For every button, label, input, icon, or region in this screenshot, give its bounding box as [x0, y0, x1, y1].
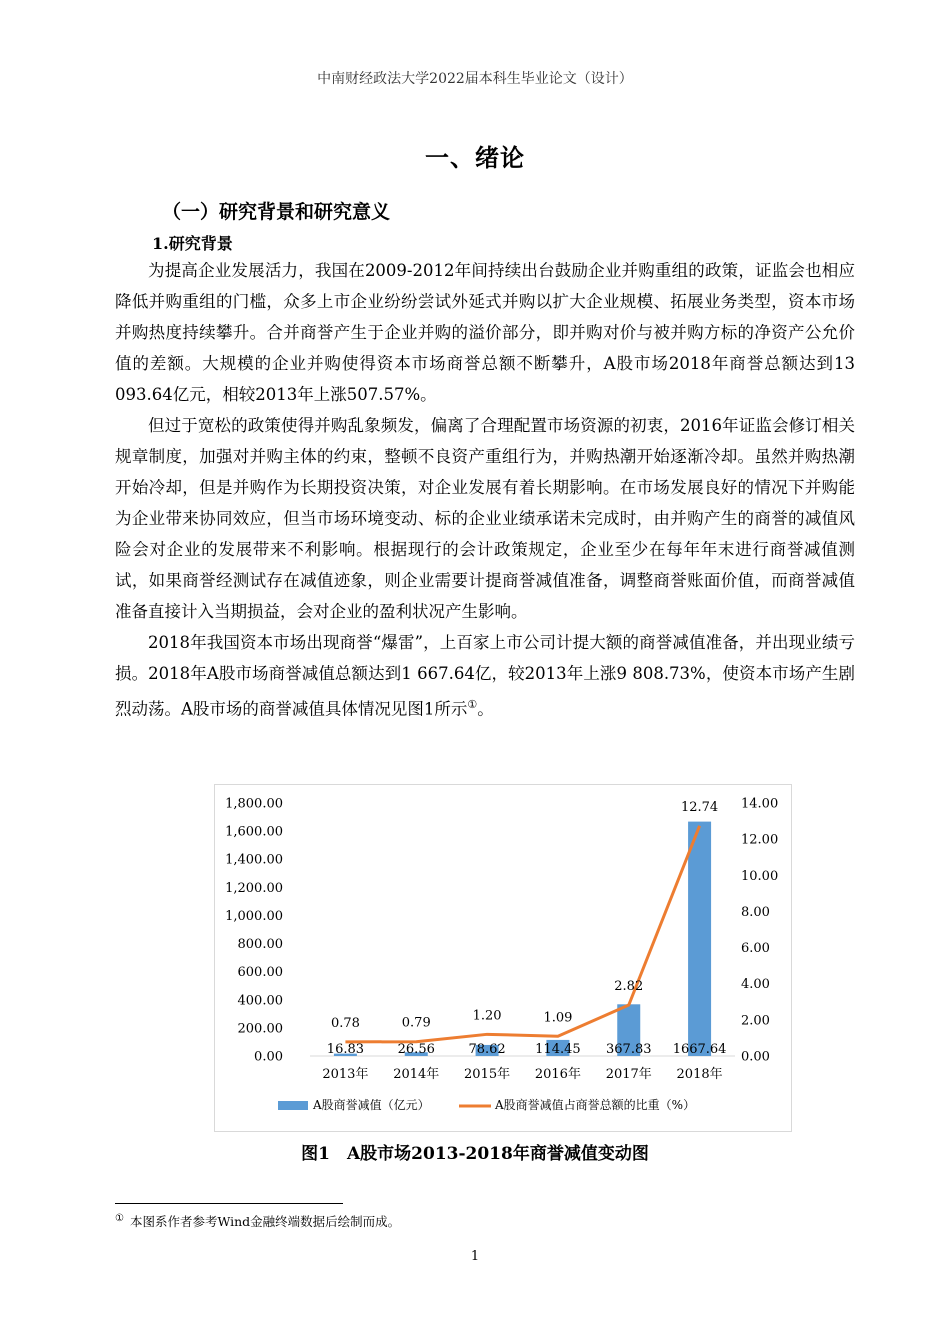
x-tick-label: 2015年: [464, 1067, 511, 1082]
bar-value-label: 78.62: [468, 1042, 506, 1057]
right-tick-label: 14.00: [741, 796, 779, 812]
left-tick-label: 1,400.00: [225, 852, 283, 868]
goodwill-impairment-chart: [214, 784, 792, 1132]
footnote: [115, 1212, 400, 1230]
paragraph-3-text: 2018年我国资本市场出现商誉“爆雷”，上百家上市公司计提大额的商誉减值准备，并出现业绩亏损。2018年A股市场商誉减值总额达到1 667.64亿，较2013年上涨9 808.73%，使资本市场产生剧烈动荡。A股市场的商誉减值具体情况见图1所示: [115, 633, 855, 719]
left-tick-label: 200.00: [237, 1021, 283, 1037]
legend-line-label: A股商誉减值占商誉总额的比重（%）: [495, 1098, 696, 1112]
x-axis-ticks: [322, 1066, 722, 1082]
x-tick-label: 2017年: [605, 1067, 652, 1082]
right-tick-label: 8.00: [741, 904, 770, 920]
bar-value-label: 114.45: [535, 1042, 581, 1057]
left-tick-label: 0.00: [254, 1049, 283, 1065]
x-tick-label: 2013年: [322, 1067, 369, 1082]
bar-value-label: 1667.64: [672, 1042, 727, 1057]
left-tick-label: 1,800.00: [225, 796, 283, 812]
footnote-divider: [115, 1203, 343, 1204]
footnote-reference: ①: [467, 698, 478, 711]
line-data-labels: [331, 800, 718, 1031]
line-value-label: 2.82: [614, 979, 644, 995]
body-text: [115, 255, 855, 725]
paragraph-3: [115, 627, 855, 725]
left-tick-label: 800.00: [237, 937, 283, 953]
footnote-marker: ①: [115, 1212, 124, 1224]
right-tick-label: 2.00: [741, 1013, 770, 1029]
x-tick-label: 2018年: [676, 1067, 723, 1082]
right-axis-ticks: [741, 797, 778, 1065]
x-tick-label: 2016年: [534, 1067, 581, 1082]
line-value-label: 0.79: [401, 1015, 431, 1031]
left-tick-label: 400.00: [237, 993, 283, 1009]
x-tick-label: 2014年: [393, 1067, 440, 1082]
page-number: 1: [470, 1249, 480, 1264]
right-tick-label: 0.00: [741, 1049, 770, 1065]
chart-canvas: [215, 785, 791, 1131]
left-tick-label: 600.00: [237, 965, 283, 981]
bar-value-label: 367.83: [606, 1042, 652, 1057]
left-tick-label: 1,200.00: [225, 880, 283, 896]
subsection-title: 1.研究背景: [152, 234, 233, 253]
chart-legend: [278, 1097, 695, 1112]
right-tick-label: 6.00: [741, 941, 770, 957]
line-value-label: 12.74: [680, 799, 719, 815]
ratio-series-line: [345, 826, 699, 1042]
left-tick-label: 1,600.00: [225, 824, 283, 840]
bar-value-label: 26.56: [397, 1042, 435, 1057]
paragraph-2: 但过于宽松的政策使得并购乱象频发，偏离了合理配置市场资源的初衷，2016年证监会修订相关规章制度，加强对并购主体的约束，整顿不良资产重组行为，并购热潮开始逐渐冷却。虽然并购热潮开始冷却，但是并购作为长期投资决策，对企业发展有着长期影响。在市场发展良好的情况下并购能为企业带来协同效应，但当市场环境变动、标的企业业绩承诺未完成时，由并购产生的商誉的减值风险会对企业的发展带来不利影响。根据现行的会计政策规定，企业至少在每年年末进行商誉减值测试，如果商誉经测试存在减值迹象，则企业需要计提商誉减值准备，调整商誉账面价值，而商誉减值准备直接计入当期损益，会对企业的盈利状况产生影响。: [115, 416, 855, 621]
bar-value-label: 16.83: [326, 1042, 365, 1057]
legend-bar-label: A股商誉减值（亿元）: [313, 1098, 430, 1112]
figure-caption: 图1 A股市场2013-2018年商誉减值变动图: [301, 1144, 649, 1164]
line-value-label: 1.20: [472, 1008, 502, 1024]
footnote-text: 本图系作者参考Wind金融终端数据后绘制而成。: [129, 1214, 401, 1229]
page-header: 中南财经政法大学2022届本科生毕业论文（设计）: [317, 71, 633, 87]
line-value-label: 0.78: [330, 1015, 360, 1031]
right-tick-label: 12.00: [741, 832, 779, 848]
line-value-label: 1.09: [543, 1010, 573, 1026]
left-tick-label: 1,000.00: [225, 908, 283, 924]
section-title: （一）研究背景和研究意义: [162, 201, 391, 223]
right-tick-label: 10.00: [741, 868, 779, 884]
left-axis-ticks: [225, 797, 283, 1065]
right-tick-label: 4.00: [741, 977, 770, 993]
bar-data-labels: [327, 1042, 727, 1057]
paragraph-1: 为提高企业发展活力，我国在2009-2012年间持续出台鼓励企业并购重组的政策，证监会也相应降低并购重组的门槛，众多上市企业纷纷尝试外延式并购以扩大企业规模、拓展业务类型，资本市场并购热度持续攀升。合并商誉产生于企业并购的溢价部分，即并购对价与被并购方标的净资产公允价值的差额。大规模的企业并购使得资本市场商誉总额不断攀升，A股市场2018年商誉总额达到13 093.64亿元，相较2013年上涨507.57%。: [115, 261, 855, 404]
paragraph-3-end: 。: [477, 699, 494, 719]
bar: [688, 822, 711, 1056]
chapter-title: 一、绪论: [425, 143, 525, 172]
legend-bar-swatch: [278, 1101, 308, 1110]
